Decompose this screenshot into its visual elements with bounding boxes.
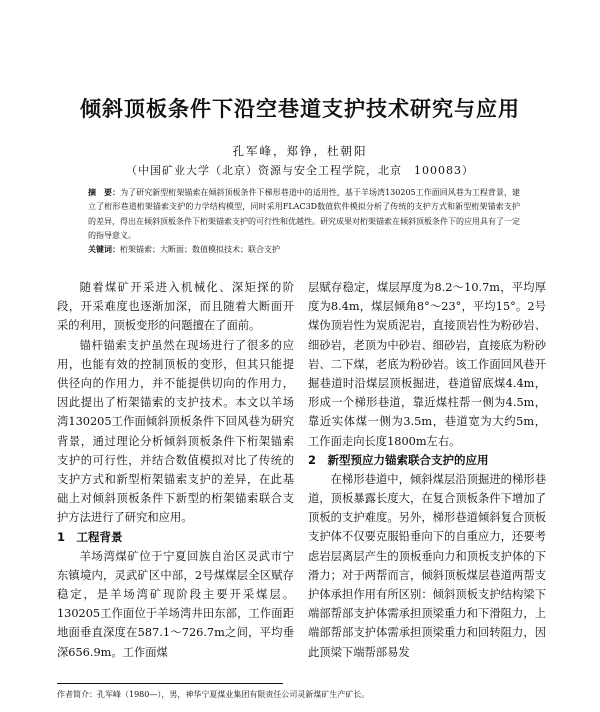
paragraph: 层赋存稳定，煤层厚度为8.2～10.7m，平均厚度为8.4m，煤层倾角8°～23°，平均15°。2号煤伪顶岩性为炭质泥岩，直接顶岩性为粉砂岩、细砂岩，老顶为中砂岩、细砂岩，直接底为粉砂岩、二下煤，老底为粉砂岩。该工作面回风巷开掘巷道时沿煤层顶板掘进，巷道留底煤4.4m，形成一个梯形巷道，靠近煤柱帮一侧为4.5m，靠近实体煤一侧为3.5m，巷道宽为大约5m，工作面走向长度1800m左右。 xyxy=(308,281,546,448)
paragraph: 随着煤矿开采进入机械化、深矩探的阶段，开采难度也逐渐加深，而且随着大断面开采的利用，顶板变形的问题擅在了面前。 xyxy=(57,281,294,333)
right-column xyxy=(308,278,546,662)
keywords-text: 桁架锚索；大断面；数值模拟技术；联合支护 xyxy=(120,245,280,255)
keywords-label: 关键词： xyxy=(88,245,120,255)
abstract-block xyxy=(88,186,520,257)
abstract-label: 摘 要： xyxy=(88,188,121,197)
section-heading-1: 1 工程背景 xyxy=(57,529,123,544)
abstract-text: 为了研究新型桁架锚索在倾斜顶板条件下梯形巷道中的适用性，基于羊场湾130205工作面回风巷为工程背景，建立了桁形巷道桁架锚索支护的力学结构模型，同时采用FLAC3D数值软件模拟分析了传统的支护方式和新型桁架锚索支护的差异，得出在倾斜顶板条件下桁架锚索支护的可行性和优越性。研究成果对桁架锚索在倾斜顶板条件下的应用具有了一定的指导意义。 xyxy=(88,188,520,240)
authors: 孔军峰，郑铮，杜朝阳 xyxy=(232,144,368,158)
left-column xyxy=(57,278,294,662)
affiliation: （中国矿业大学（北京）资源与安全工程学院，北京 100083） xyxy=(126,164,474,177)
paragraph: 羊场湾煤矿位于宁夏回族自治区灵武市宁东镇境内，灵武矿区中部，2号煤煤层全区赋存稳定，是羊场湾矿现阶段主要开采煤层。130205工作面位于羊场湾井田东部，工作面距地面垂直深度在587.1～726.7m之间，平均垂深656.9m。工作面煤 xyxy=(57,549,294,659)
footnote-divider xyxy=(57,683,283,684)
paper-title: 倾斜顶板条件下沿空巷道支护技术研究与应用 xyxy=(80,97,520,121)
section-heading-2: 2 新型预应力锚索联合支护的应用 xyxy=(308,452,489,467)
author-footnote: 作者简介：孔军峰（1980—），男，神华宁夏煤业集团有限责任公司灵新煤矿生产矿长。 xyxy=(57,690,370,699)
paragraph: 在梯形巷道中，倾斜煤层沿顶掘进的梯形巷道，顶板暴露长度大，在复合顶板条件下增加了顶板的支护难度。另外，梯形巷道倾斜复合顶板支护体不仅要克服铅垂向下的自重应力，还要考虑岩层离层产生的顶板垂向力和顶板支护体的下滑力；对于两帮而言，倾斜顶板煤层巷道两帮支护体承担作用有所区别：倾斜顶板支护结构梁下端部帮部支护体需承担顶梁重力和下滑阻力，上端部帮部支护体需承担顶梁重力和回转阻力，因此顶梁下端帮部易发 xyxy=(308,472,546,659)
paragraph: 锚杆锚索支护虽然在现场进行了很多的应用，也能有效的控制顶板的变形，但其只能提供径向的作用力，并不能提供切向的作用力，因此提出了桁架锚索的支护技术。本文以羊场湾130205工作面倾斜顶板条件下回风巷为研究背景，通过理论分析倾斜顶板条件下桁架锚索支护的可行性，并结合数值模拟对比了传统的支护方式和新型桁架锚索支护的差异，在此基础上对倾斜顶板条件下新型的桁架锚索联合支护方法进行了研究和应用。 xyxy=(57,338,294,525)
keywords xyxy=(88,243,520,257)
abstract xyxy=(88,186,520,243)
